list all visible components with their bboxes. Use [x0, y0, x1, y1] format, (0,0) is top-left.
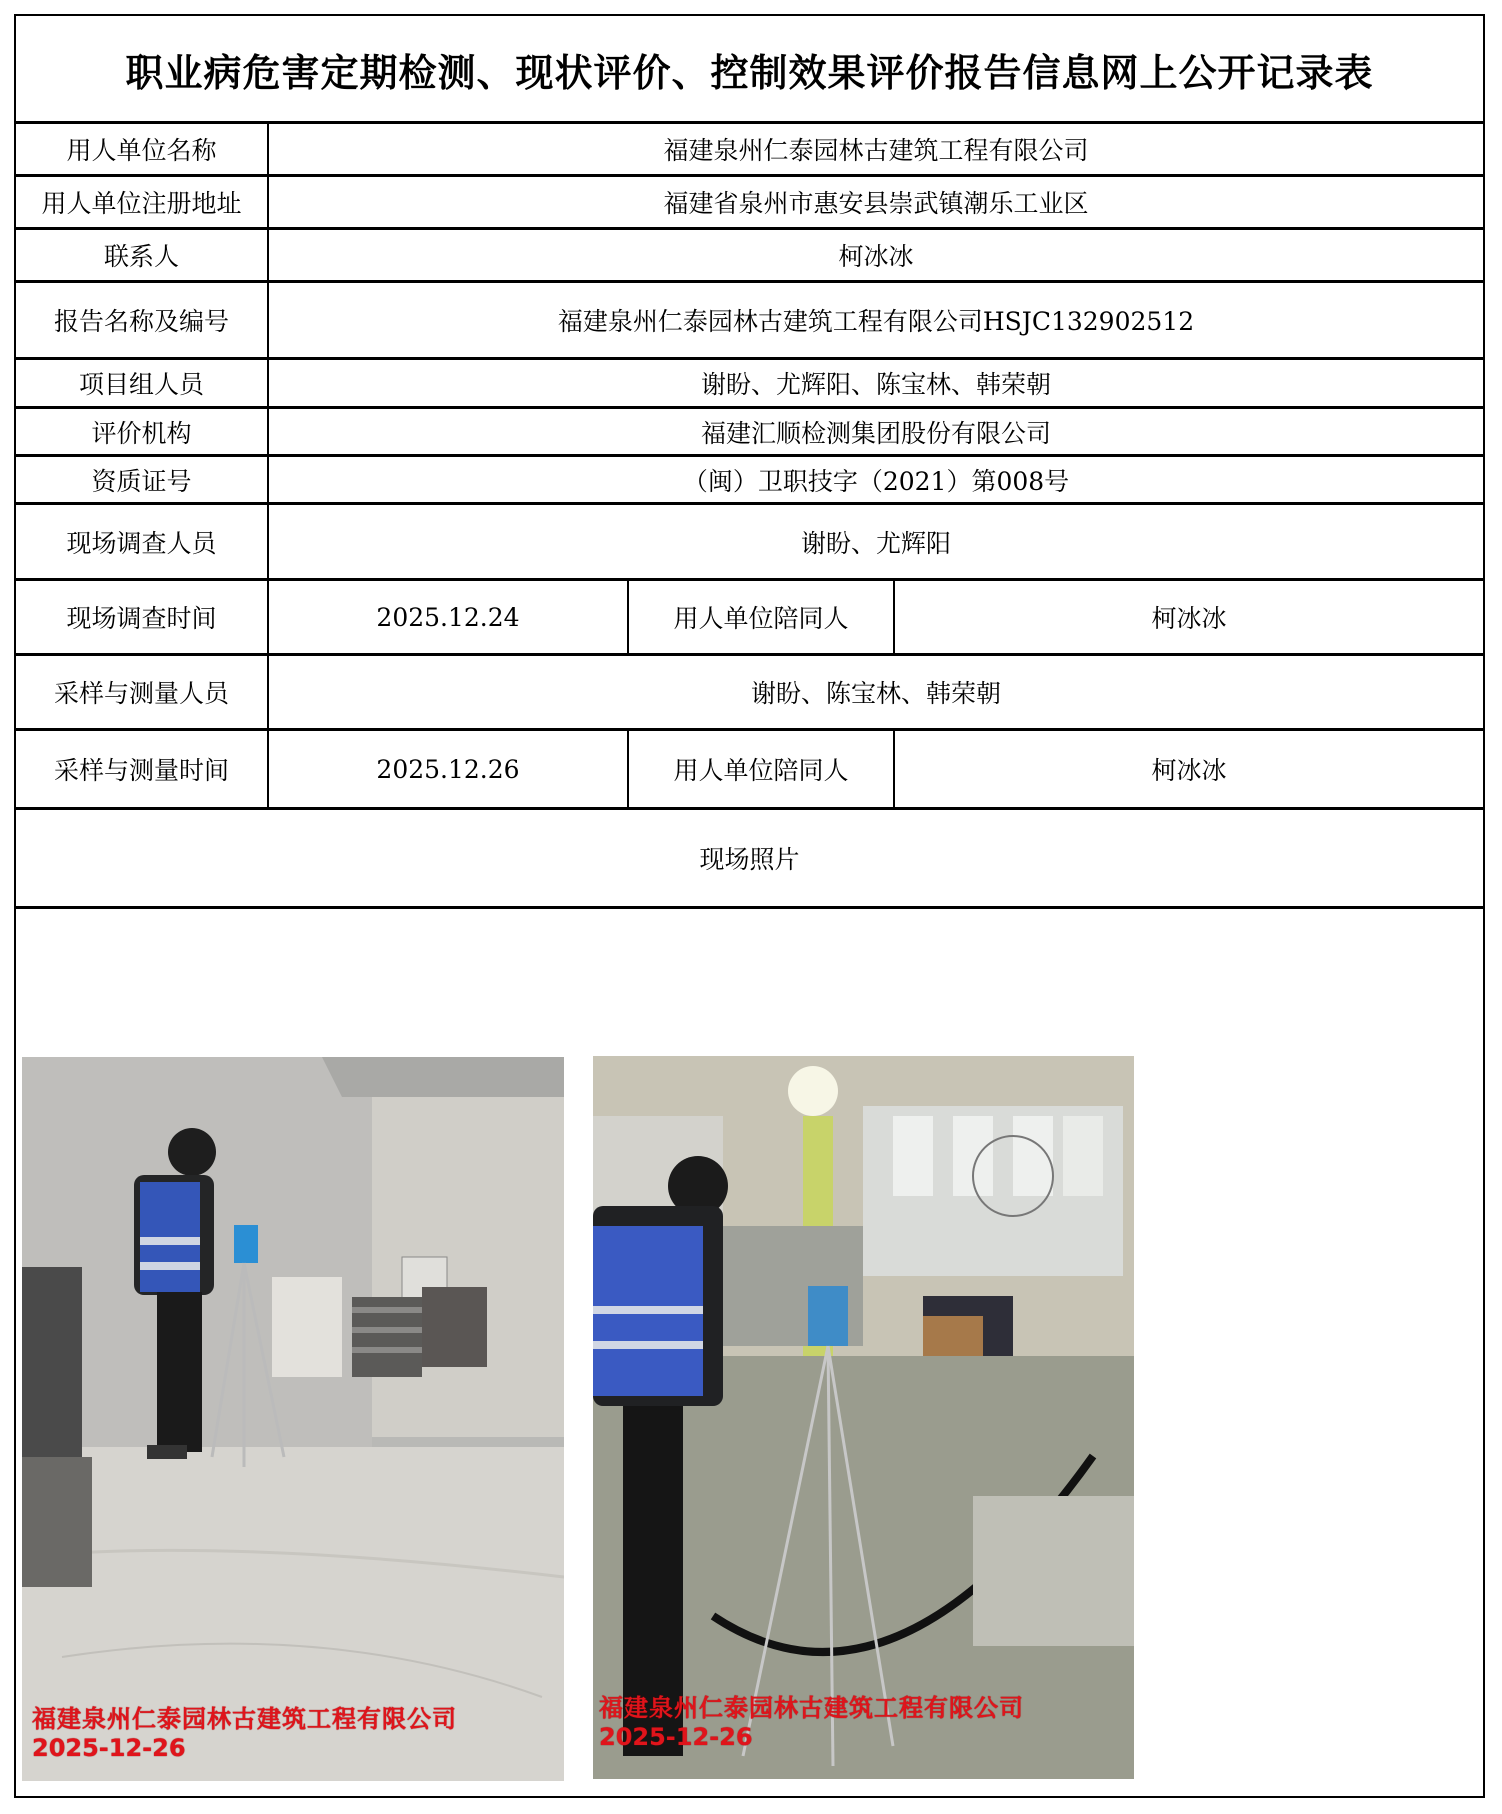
contact-value: 柯冰冰 — [838, 242, 914, 271]
photo-1-watermark — [32, 1699, 457, 1762]
sampling-time-label: 采样与测量时间 — [53, 756, 229, 785]
employer-address-label: 用人单位注册地址 — [41, 189, 242, 218]
survey-staff-value: 谢盼、尤辉阳 — [800, 528, 951, 558]
report-name-label: 报告名称及编号 — [53, 307, 229, 336]
site-photo-2 — [593, 1056, 1134, 1779]
agency-label: 评价机构 — [91, 418, 192, 448]
project-team-value: 谢盼、尤辉阳、陈宝林、韩荣朝 — [700, 370, 1051, 399]
survey-staff-label: 现场调查人员 — [66, 528, 217, 558]
report-name-value: 福建泉州仁泰园林古建筑工程有限公司HSJC132902512 — [557, 307, 1195, 336]
sampling-companion-value: 柯冰冰 — [1151, 756, 1227, 785]
agency-value: 福建汇顺检测集团股份有限公司 — [700, 418, 1051, 448]
record-table — [14, 14, 1485, 1798]
survey-companion-label: 用人单位陪同人 — [673, 604, 849, 633]
watermark-date: 2025-12-26 — [32, 1734, 186, 1762]
sampling-staff-label: 采样与测量人员 — [53, 679, 229, 708]
contact-label: 联系人 — [103, 242, 179, 271]
employer-address-value: 福建省泉州市惠安县崇武镇潮乐工业区 — [663, 189, 1089, 218]
employer-name-label: 用人单位名称 — [66, 136, 217, 165]
watermark-company: 福建泉州仁泰园林古建筑工程有限公司 — [32, 1704, 457, 1733]
project-team-label: 项目组人员 — [78, 370, 204, 399]
survey-companion-value: 柯冰冰 — [1151, 604, 1227, 633]
divider — [16, 906, 1483, 909]
photo-workshop-image — [22, 1057, 564, 1781]
qualification-value: （闽）卫职技字（2021）第008号 — [682, 466, 1070, 496]
sampling-time-value: 2025.12.26 — [376, 754, 520, 784]
survey-time-label: 现场调查时间 — [66, 604, 217, 633]
sampling-staff-value: 谢盼、陈宝林、韩荣朝 — [750, 679, 1001, 708]
employer-name-value: 福建泉州仁泰园林古建筑工程有限公司 — [663, 136, 1089, 165]
photos-heading: 现场照片 — [699, 845, 800, 874]
survey-time-value: 2025.12.24 — [376, 602, 520, 632]
site-photo-1 — [22, 1057, 564, 1781]
photo-2-watermark — [599, 1688, 1024, 1751]
photo-machine-image — [593, 1056, 1134, 1779]
qualification-label: 资质证号 — [91, 466, 192, 496]
page-title: 职业病危害定期检测、现状评价、控制效果评价报告信息网上公开记录表 — [125, 50, 1374, 95]
watermark-company: 福建泉州仁泰园林古建筑工程有限公司 — [599, 1693, 1024, 1722]
sampling-companion-label: 用人单位陪同人 — [673, 756, 849, 785]
watermark-date: 2025-12-26 — [599, 1723, 753, 1751]
